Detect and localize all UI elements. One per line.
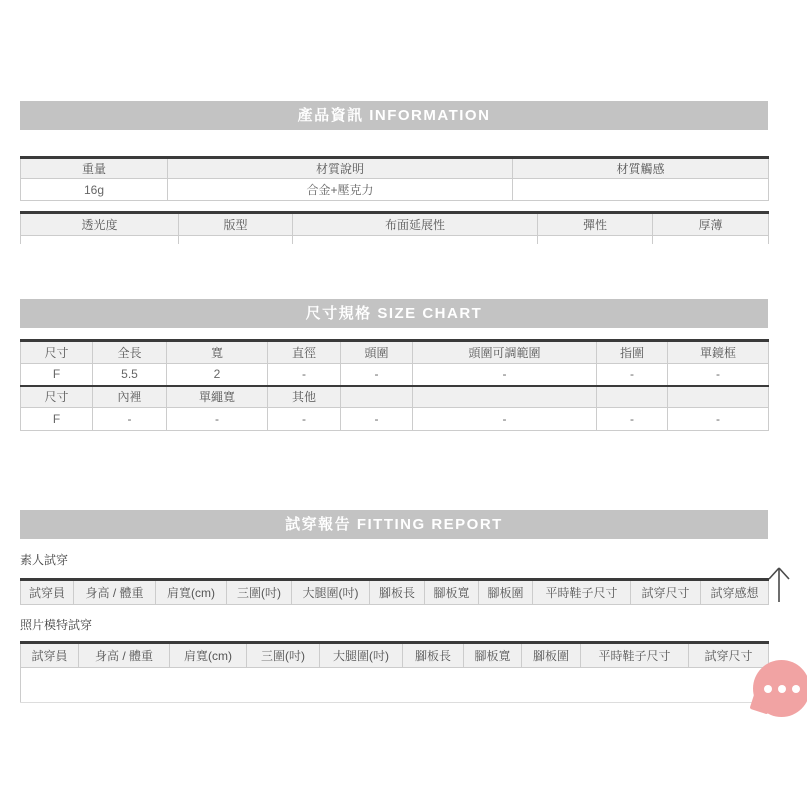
value-cell-blank-2: -	[413, 407, 597, 430]
header-cell-finger-circ: 指圍	[597, 340, 668, 363]
value-cell-lining: -	[93, 407, 167, 430]
header-cell-blank-4	[668, 386, 769, 407]
value-cell-finger-circ: -	[597, 363, 668, 386]
value-cell-width: 2	[167, 363, 268, 386]
value-cell-elasticity	[538, 236, 653, 244]
fitting-model-empty-row	[21, 667, 769, 702]
header-cell-shoulder: 肩寬(cm)	[156, 579, 227, 604]
chat-dot	[764, 685, 772, 693]
header-cell-foot-width: 腳板寬	[425, 579, 479, 604]
header-cell-usual-shoe-size: 平時鞋子尺寸	[581, 642, 689, 667]
header-cell-thigh: 大腿圍(吋)	[292, 579, 370, 604]
fitting-amateur-table	[20, 578, 769, 605]
empty-body-cell	[21, 667, 769, 702]
header-cell-thigh: 大腿圍(吋)	[320, 642, 403, 667]
info-fabric-header-row	[21, 213, 769, 236]
header-cell-material-feel: 材質觸感	[513, 158, 769, 179]
value-cell-blank-1: -	[341, 407, 413, 430]
value-cell-stretch	[293, 236, 538, 244]
size-value-row-2	[21, 407, 769, 430]
header-cell-size: 尺寸	[21, 340, 93, 363]
size-header-row-2	[21, 386, 769, 407]
chat-dot	[778, 685, 786, 693]
info-section-header: 產品資訊 INFORMATION	[20, 101, 768, 130]
header-cell-material-desc: 材質說明	[168, 158, 513, 179]
header-cell-adjust-range: 頭圍可調範圍	[413, 340, 597, 363]
page-content	[20, 101, 768, 703]
header-cell-usual-shoe-size: 平時鞋子尺寸	[533, 579, 631, 604]
header-cell-cut: 版型	[179, 213, 293, 236]
value-cell-other: -	[268, 407, 341, 430]
header-cell-head-circ: 頭圍	[341, 340, 413, 363]
value-cell-weight: 16g	[21, 179, 168, 201]
value-cell-blank-3: -	[597, 407, 668, 430]
header-cell-fit-size: 試穿尺寸	[631, 579, 701, 604]
header-cell-thickness: 厚薄	[653, 213, 769, 236]
info-fabric-value-row-clipped	[21, 236, 769, 244]
header-cell-foot-length: 腳板長	[370, 579, 425, 604]
header-cell-stretch: 布面延展性	[293, 213, 538, 236]
info-material-header-row	[21, 158, 769, 179]
fitting-label-amateur: 素人試穿	[20, 552, 69, 567]
fitting-section-header: 試穿報告 FITTING REPORT	[20, 510, 768, 539]
value-cell-total-length: 5.5	[93, 363, 167, 386]
value-cell-thickness	[653, 236, 769, 244]
fitting-model-table	[20, 641, 769, 703]
header-cell-height-weight: 身高 / 體重	[74, 579, 156, 604]
chat-dots-icon	[753, 660, 807, 717]
value-cell-size-f: F	[21, 363, 93, 386]
header-cell-foot-width: 腳板寬	[464, 642, 522, 667]
value-cell-diameter: -	[268, 363, 341, 386]
header-cell-lining: 內裡	[93, 386, 167, 407]
header-cell-other: 其他	[268, 386, 341, 407]
header-cell-measurements: 三圍(吋)	[227, 579, 292, 604]
size-section-header: 尺寸規格 SIZE CHART	[20, 299, 768, 328]
size-chart-table	[20, 339, 769, 431]
info-fabric-table	[20, 211, 769, 244]
header-cell-blank-1	[341, 386, 413, 407]
chat-dot	[792, 685, 800, 693]
header-cell-measurements: 三圍(吋)	[247, 642, 320, 667]
header-cell-weight: 重量	[21, 158, 168, 179]
header-cell-fitter: 試穿員	[21, 642, 79, 667]
header-cell-foot-length: 腳板長	[403, 642, 464, 667]
header-cell-foot-circ: 腳板圍	[479, 579, 533, 604]
header-cell-width: 寬	[167, 340, 268, 363]
info-material-table	[20, 156, 769, 201]
header-cell-total-length: 全長	[93, 340, 167, 363]
value-cell-head-circ: -	[341, 363, 413, 386]
scroll-to-top-button[interactable]	[764, 566, 794, 604]
header-cell-size-2: 尺寸	[21, 386, 93, 407]
value-cell-material-feel	[513, 179, 769, 201]
chat-button[interactable]	[751, 660, 807, 720]
header-cell-elasticity: 彈性	[538, 213, 653, 236]
header-cell-foot-circ: 腳板圍	[522, 642, 581, 667]
value-cell-blank-4: -	[668, 407, 769, 430]
header-cell-shoulder: 肩寬(cm)	[170, 642, 247, 667]
header-cell-translucency: 透光度	[21, 213, 179, 236]
value-cell-strap-width: -	[167, 407, 268, 430]
header-cell-lens-frame: 單鏡框	[668, 340, 769, 363]
size-value-row-1	[21, 363, 769, 386]
header-cell-diameter: 直徑	[268, 340, 341, 363]
value-cell-material-desc: 合金+壓克力	[168, 179, 513, 201]
header-cell-height-weight: 身高 / 體重	[79, 642, 170, 667]
fitting-model-header-row	[21, 642, 769, 667]
header-cell-blank-3	[597, 386, 668, 407]
header-cell-fit-impression: 試穿感想	[701, 579, 769, 604]
up-arrow-icon	[764, 566, 794, 604]
size-header-row-1	[21, 340, 769, 363]
value-cell-size-f-2: F	[21, 407, 93, 430]
value-cell-lens-frame: -	[668, 363, 769, 386]
fitting-amateur-header-row	[21, 579, 769, 604]
value-cell-adjust-range: -	[413, 363, 597, 386]
header-cell-fitter: 試穿員	[21, 579, 74, 604]
header-cell-fit-size: 試穿尺寸	[689, 642, 769, 667]
fitting-label-model: 照片模特試穿	[20, 617, 93, 632]
header-cell-strap-width: 單繩寬	[167, 386, 268, 407]
value-cell-translucency	[21, 236, 179, 244]
value-cell-cut	[179, 236, 293, 244]
header-cell-blank-2	[413, 386, 597, 407]
info-material-value-row	[21, 179, 769, 201]
